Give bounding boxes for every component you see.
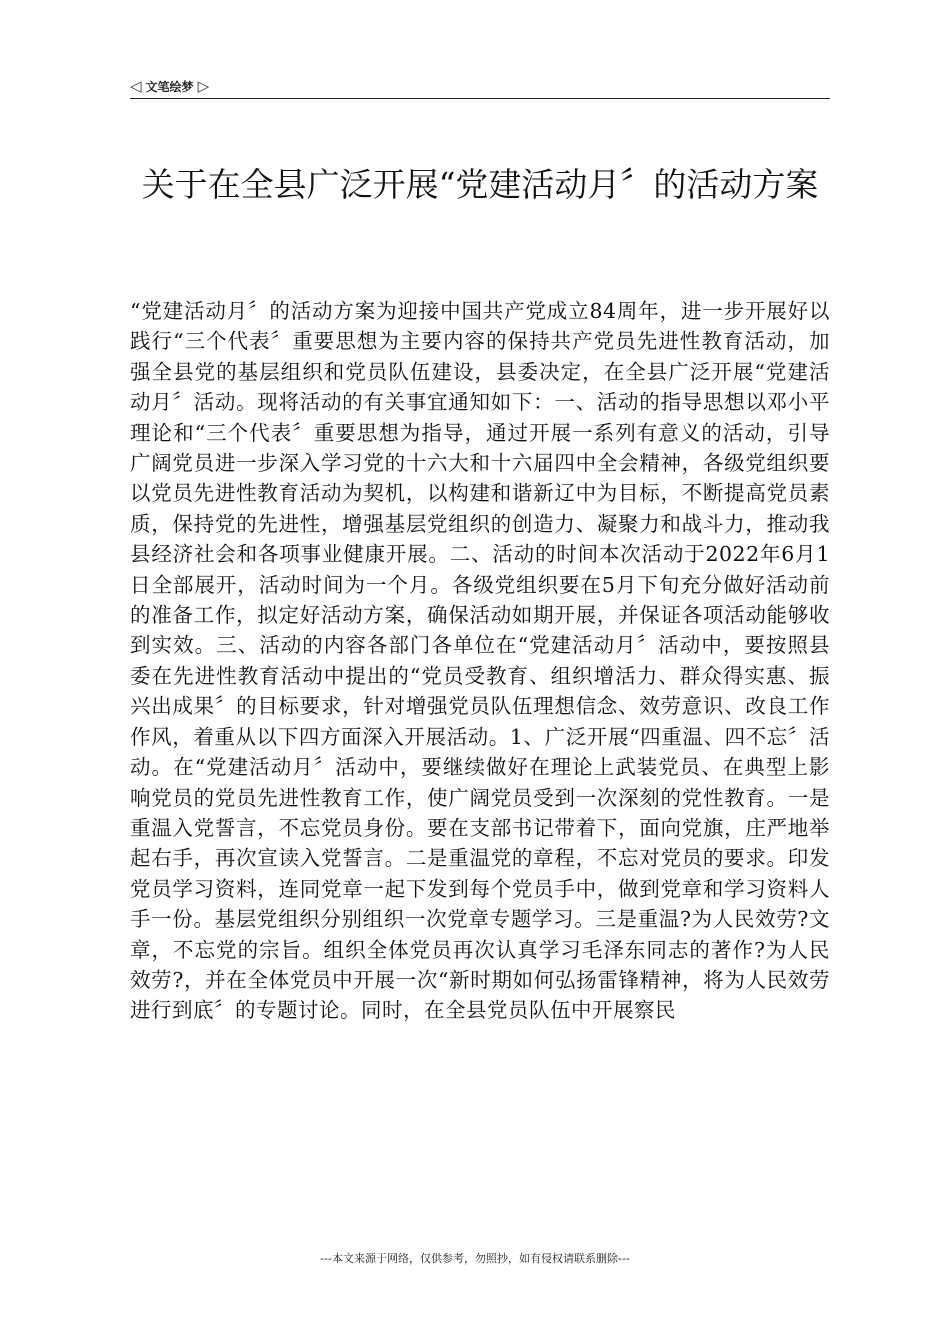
brand-name: 文笔绘梦 — [145, 79, 194, 94]
left-triangle-icon: ◁ — [130, 76, 142, 95]
page-header — [130, 74, 830, 98]
header-divider — [130, 98, 830, 99]
footer-disclaimer: ---本文来源于网络，仅供参考，勿照抄，如有侵权请联系删除--- — [320, 1252, 630, 1265]
right-triangle-icon: ▷ — [197, 76, 210, 95]
document-body: “党建活动月〞的活动方案为迎接中国共产党成立84周年，进一步开展好以践行“三个代表〞重要思想为主要内容的保持共产党员先进性教育活动，加强全县党的基层组织和党员队伍建设，县委决定，在全县广泛开展“党建活动月〞活动。现将活动的有关事宜通知如下：一、活动的指导思想以邓小平理论和“三个代表〞重要思想为指导，通过开展一系列有意义的活动，引导广阔党员进一步深入学习党的十六大和十六届四中全会精神，各级党组织要以党员先进性教育活动为契机，以构建和谐新辽中为目标，不断提高党员素质，保持党的先进性，增强基层党组织的创造力、凝聚力和战斗力，推动我县经济社会和各项事业健康开展。二、活动的时间本次活动于2022年6月1日全部展开，活动时间为一个月。各级党组织要在5月下旬充分做好活动前的准备工作，拟定好活动方案，确保活动如期开展，并保证各项活动能够收到实效。三、活动的内容各部门各单位在“党建活动月〞活动中，要按照县委在先进性教育活动中提出的“党员受教育、组织增活力、群众得实惠、振兴出成果〞的目标要求，针对增强党员队伍理想信念、效劳意识、改良工作作风，着重从以下四方面深入开展活动。1、广泛开展“四重温、四不忘〞活动。在“党建活动月〞活动中，要继续做好在理论上武装党员、在典型上影响党员的党员先进性教育工作，使广阔党员受到一次深刻的党性教育。一是重温入党誓言，不忘党员身份。要在支部书记带着下，面向党旗，庄严地举起右手，再次宣读入党誓言。二是重温党的章程，不忘对党员的要求。印发党员学习资料，连同党章一起下发到每个党员手中，做到党章和学习资料人手一份。基层党组织分别组织一次党章专题学习。三是重温?为人民效劳?文章，不忘党的宗旨。组织全体党员再次认真学习毛泽东同志的著作?为人民效劳?，并在全体党员中开展一次“新时期如何弘扬雷锋精神，将为人民效劳进行到底〞的专题讨论。同时，在全县党员队伍中开展察民 — [130, 299, 830, 1023]
document-title: 关于在全县广泛开展“党建活动月〞的活动方案 — [141, 165, 819, 204]
